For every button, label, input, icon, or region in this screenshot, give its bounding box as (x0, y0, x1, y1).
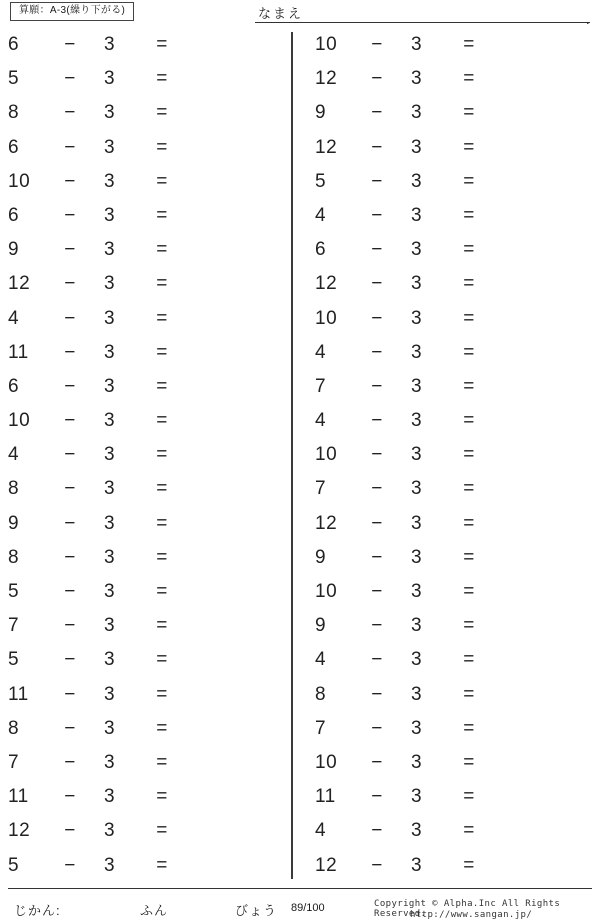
equals-icon: = (463, 375, 475, 397)
equals-icon: = (156, 68, 168, 90)
problem-operand-left: 4 (315, 820, 327, 842)
problem-row (311, 233, 596, 267)
problem-operand-left: 6 (8, 136, 20, 158)
minus-icon: − (371, 478, 383, 500)
problem-operand-left: 10 (315, 581, 338, 602)
problem-row (4, 541, 289, 575)
problem-row (4, 712, 289, 746)
minus-icon: − (64, 683, 76, 705)
equals-icon: = (156, 615, 168, 637)
equals-icon: = (463, 478, 475, 500)
equals-icon: = (156, 170, 168, 192)
problem-row (4, 678, 289, 712)
problem-operand-right: 3 (104, 239, 116, 261)
minus-icon: − (371, 239, 383, 261)
equals-icon: = (156, 341, 168, 363)
problem-operand-right: 3 (411, 444, 423, 466)
problem-row (4, 62, 289, 96)
time-label: じかん: (14, 903, 61, 918)
problem-row (311, 302, 596, 336)
equals-icon: = (463, 854, 475, 876)
problem-operand-left: 4 (8, 444, 20, 466)
minus-icon: − (371, 341, 383, 363)
equals-icon: = (463, 615, 475, 637)
problem-operand-right: 3 (411, 34, 423, 55)
seconds-label: びょう (235, 903, 278, 918)
equals-icon: = (156, 478, 168, 500)
minus-icon: − (64, 820, 76, 842)
minus-icon: − (64, 273, 76, 295)
problem-operand-right: 3 (104, 786, 116, 808)
minus-icon: − (371, 375, 383, 397)
minus-icon: − (371, 410, 383, 432)
problem-row (4, 814, 289, 848)
minus-icon: − (64, 136, 76, 158)
problem-operand-right: 3 (411, 239, 423, 261)
minus-icon: − (64, 204, 76, 226)
equals-icon: = (463, 512, 475, 534)
problem-row (311, 507, 596, 541)
problem-operand-left: 9 (315, 102, 327, 124)
equals-icon: = (156, 136, 168, 158)
column-divider (291, 32, 293, 879)
problem-operand-left: 8 (315, 683, 327, 705)
problem-operand-left: 12 (8, 273, 31, 295)
minus-icon: − (64, 717, 76, 739)
problem-operand-right: 3 (411, 854, 423, 876)
problem-operand-right: 3 (411, 751, 423, 773)
problem-operand-right: 3 (411, 410, 423, 432)
problem-operand-left: 9 (8, 239, 20, 261)
problem-operand-left: 4 (315, 341, 327, 363)
problem-operand-left: 8 (8, 546, 20, 568)
problem-operand-left: 8 (8, 102, 20, 124)
problem-operand-right: 3 (411, 307, 423, 329)
equals-icon: = (156, 102, 168, 124)
minus-icon: − (64, 649, 76, 671)
problem-row (311, 336, 596, 370)
problem-operand-left: 6 (8, 204, 20, 226)
name-line-end-dot: . (586, 12, 590, 27)
problem-operand-right: 3 (411, 375, 423, 397)
equals-icon: = (156, 239, 168, 261)
problem-operand-left: 9 (8, 512, 20, 534)
problem-row (311, 541, 596, 575)
minus-icon: − (371, 546, 383, 568)
equals-icon: = (156, 581, 168, 602)
minus-icon: − (371, 751, 383, 773)
problem-operand-left: 6 (8, 34, 20, 55)
minus-icon: − (371, 273, 383, 295)
minus-icon: − (371, 786, 383, 808)
equals-icon: = (156, 546, 168, 568)
problem-operand-left: 5 (8, 854, 20, 876)
minus-icon: − (371, 68, 383, 90)
problem-column-left (4, 28, 289, 883)
problem-row (311, 267, 596, 301)
problem-operand-left: 11 (8, 341, 29, 363)
copyright-text: Copyright © Alpha.Inc All Rights Reserved. (374, 899, 561, 919)
problem-operand-left: 8 (8, 478, 20, 500)
equals-icon: = (156, 751, 168, 773)
equals-icon: = (156, 273, 168, 295)
problem-operand-right: 3 (104, 68, 116, 90)
problem-row (311, 404, 596, 438)
worksheet-header (0, 0, 600, 28)
problem-row (311, 472, 596, 506)
problem-row (4, 336, 289, 370)
equals-icon: = (463, 820, 475, 842)
name-input-line[interactable] (255, 22, 590, 23)
problem-operand-right: 3 (411, 102, 423, 124)
problem-row (4, 780, 289, 814)
problem-operand-right: 3 (104, 854, 116, 876)
problem-operand-right: 3 (104, 683, 116, 705)
problem-operand-left: 6 (8, 375, 20, 397)
problem-operand-left: 8 (8, 717, 20, 739)
problem-row (311, 370, 596, 404)
problem-row (311, 575, 596, 609)
problem-operand-left: 10 (8, 170, 31, 192)
equals-icon: = (463, 170, 475, 192)
equals-icon: = (463, 410, 475, 432)
problem-row (4, 643, 289, 677)
minus-icon: − (371, 170, 383, 192)
equals-icon: = (156, 786, 168, 808)
problem-row (4, 507, 289, 541)
minus-icon: − (64, 478, 76, 500)
problem-row (311, 609, 596, 643)
problem-operand-left: 5 (8, 581, 20, 602)
equals-icon: = (463, 136, 475, 158)
problem-operand-left: 11 (8, 683, 29, 705)
equals-icon: = (463, 102, 475, 124)
minus-icon: − (371, 307, 383, 329)
minus-icon: − (64, 854, 76, 876)
problem-operand-right: 3 (104, 615, 116, 637)
worksheet-footer (0, 888, 600, 923)
problem-operand-right: 3 (104, 34, 116, 55)
problem-operand-right: 3 (104, 170, 116, 192)
problem-operand-right: 3 (104, 717, 116, 739)
problem-operand-left: 7 (315, 478, 327, 500)
problem-operand-left: 12 (315, 512, 338, 534)
name-label: なまえ (258, 6, 304, 21)
problem-operand-right: 3 (411, 546, 423, 568)
equals-icon: = (463, 649, 475, 671)
equals-icon: = (156, 204, 168, 226)
problem-operand-right: 3 (104, 820, 116, 842)
problem-operand-right: 3 (411, 512, 423, 534)
minus-icon: − (64, 239, 76, 261)
problem-sheet (0, 28, 600, 888)
problem-operand-left: 10 (315, 34, 338, 55)
problem-row (311, 849, 596, 883)
problem-row (311, 438, 596, 472)
problem-operand-left: 12 (8, 820, 31, 842)
minus-icon: − (64, 581, 76, 602)
minus-icon: − (371, 820, 383, 842)
problem-operand-left: 5 (8, 649, 20, 671)
problem-operand-left: 6 (315, 239, 327, 261)
problem-row (4, 267, 289, 301)
problem-operand-left: 7 (8, 615, 20, 637)
problem-operand-right: 3 (104, 444, 116, 466)
problem-row (4, 849, 289, 883)
problem-operand-left: 12 (315, 854, 338, 876)
minus-icon: − (64, 375, 76, 397)
equals-icon: = (463, 683, 475, 705)
minus-icon: − (371, 444, 383, 466)
problem-operand-left: 4 (315, 649, 327, 671)
minus-icon: − (371, 615, 383, 637)
problem-row (311, 643, 596, 677)
problem-operand-right: 3 (411, 68, 423, 90)
problem-operand-right: 3 (104, 581, 116, 602)
equals-icon: = (463, 717, 475, 739)
problem-operand-right: 3 (104, 649, 116, 671)
problem-row (311, 712, 596, 746)
problem-operand-left: 5 (315, 170, 327, 192)
problem-operand-left: 9 (315, 546, 327, 568)
problem-operand-right: 3 (104, 751, 116, 773)
problem-row (311, 678, 596, 712)
minus-icon: − (371, 581, 383, 602)
problem-operand-right: 3 (411, 820, 423, 842)
problem-operand-right: 3 (104, 307, 116, 329)
problem-row (311, 28, 596, 62)
problem-row (4, 302, 289, 336)
equals-icon: = (156, 512, 168, 534)
problem-operand-left: 7 (315, 375, 327, 397)
problem-operand-right: 3 (104, 204, 116, 226)
minus-icon: − (64, 341, 76, 363)
equals-icon: = (463, 273, 475, 295)
problem-operand-left: 12 (315, 136, 338, 158)
equals-icon: = (156, 410, 168, 432)
equals-icon: = (463, 751, 475, 773)
equals-icon: = (463, 239, 475, 261)
problem-operand-left: 11 (315, 786, 336, 808)
minus-icon: − (64, 751, 76, 773)
problem-row (4, 609, 289, 643)
minus-icon: − (64, 34, 76, 55)
equals-icon: = (156, 375, 168, 397)
problem-operand-right: 3 (104, 512, 116, 534)
problem-operand-right: 3 (411, 683, 423, 705)
problem-row (4, 28, 289, 62)
problem-operand-right: 3 (411, 478, 423, 500)
problem-operand-right: 3 (104, 546, 116, 568)
problem-operand-left: 5 (8, 68, 20, 90)
problem-row (4, 472, 289, 506)
problem-row (4, 370, 289, 404)
page-number: 89/100 (291, 902, 325, 914)
equals-icon: = (463, 786, 475, 808)
problem-operand-left: 7 (8, 751, 20, 773)
equals-icon: = (156, 683, 168, 705)
minus-icon: − (64, 786, 76, 808)
problem-operand-right: 3 (411, 136, 423, 158)
problem-row (4, 575, 289, 609)
problem-row (311, 780, 596, 814)
problem-row (311, 199, 596, 233)
minus-icon: − (371, 649, 383, 671)
problem-operand-left: 10 (8, 410, 31, 432)
problem-operand-right: 3 (104, 102, 116, 124)
minus-icon: − (64, 546, 76, 568)
problem-row (4, 96, 289, 130)
problem-operand-right: 3 (411, 273, 423, 295)
problem-operand-left: 11 (8, 786, 29, 808)
minus-icon: − (371, 512, 383, 534)
problem-operand-right: 3 (411, 786, 423, 808)
problem-row (4, 404, 289, 438)
problem-operand-right: 3 (104, 341, 116, 363)
problem-operand-right: 3 (104, 375, 116, 397)
equals-icon: = (463, 307, 475, 329)
problem-operand-left: 10 (315, 444, 338, 466)
problem-row (311, 746, 596, 780)
problem-row (311, 814, 596, 848)
problem-row (4, 131, 289, 165)
minus-icon: − (371, 34, 383, 55)
problem-operand-right: 3 (411, 649, 423, 671)
problem-operand-right: 3 (411, 204, 423, 226)
problem-row (4, 199, 289, 233)
minus-icon: − (64, 444, 76, 466)
problem-operand-right: 3 (104, 410, 116, 432)
problem-operand-left: 4 (315, 410, 327, 432)
equals-icon: = (463, 581, 475, 602)
minus-icon: − (371, 102, 383, 124)
problem-row (4, 165, 289, 199)
equals-icon: = (463, 68, 475, 90)
equals-icon: = (156, 444, 168, 466)
minus-icon: − (64, 410, 76, 432)
minus-icon: − (371, 204, 383, 226)
equals-icon: = (156, 854, 168, 876)
problem-row (4, 438, 289, 472)
minus-icon: − (371, 717, 383, 739)
equals-icon: = (156, 34, 168, 55)
problem-operand-right: 3 (411, 170, 423, 192)
website-url: http://www.sangan.jp/ (410, 910, 533, 920)
problem-operand-left: 7 (315, 717, 327, 739)
problem-operand-right: 3 (104, 136, 116, 158)
equals-icon: = (463, 546, 475, 568)
equals-icon: = (156, 717, 168, 739)
problem-row (4, 233, 289, 267)
problem-operand-right: 3 (411, 615, 423, 637)
minus-icon: − (64, 102, 76, 124)
minus-icon: − (371, 136, 383, 158)
equals-icon: = (463, 34, 475, 55)
problem-operand-left: 10 (315, 307, 338, 329)
minus-icon: − (64, 615, 76, 637)
problem-operand-left: 12 (315, 273, 338, 295)
equals-icon: = (463, 204, 475, 226)
equals-icon: = (156, 820, 168, 842)
problem-operand-right: 3 (411, 341, 423, 363)
problem-row (4, 746, 289, 780)
equals-icon: = (156, 307, 168, 329)
problem-operand-right: 3 (104, 478, 116, 500)
equals-icon: = (463, 444, 475, 466)
problem-row (311, 96, 596, 130)
problem-row (311, 131, 596, 165)
minus-icon: − (64, 512, 76, 534)
minus-icon: − (371, 854, 383, 876)
problem-row (311, 62, 596, 96)
problem-operand-right: 3 (411, 581, 423, 602)
problem-operand-left: 4 (315, 204, 327, 226)
problem-column-right (311, 28, 596, 883)
problem-row (311, 165, 596, 199)
problem-operand-left: 4 (8, 307, 20, 329)
equals-icon: = (463, 341, 475, 363)
minus-icon: − (64, 68, 76, 90)
footer-divider (8, 888, 592, 889)
problem-operand-left: 9 (315, 615, 327, 637)
problem-operand-right: 3 (104, 273, 116, 295)
minus-icon: − (64, 170, 76, 192)
equals-icon: = (156, 649, 168, 671)
problem-operand-right: 3 (411, 717, 423, 739)
worksheet-title: 算願：A-3(繰り下がる) (10, 2, 134, 21)
problem-operand-left: 10 (315, 751, 338, 773)
problem-operand-left: 12 (315, 68, 338, 90)
minus-icon: − (371, 683, 383, 705)
minus-icon: − (64, 307, 76, 329)
minutes-label: ふん (140, 903, 169, 918)
